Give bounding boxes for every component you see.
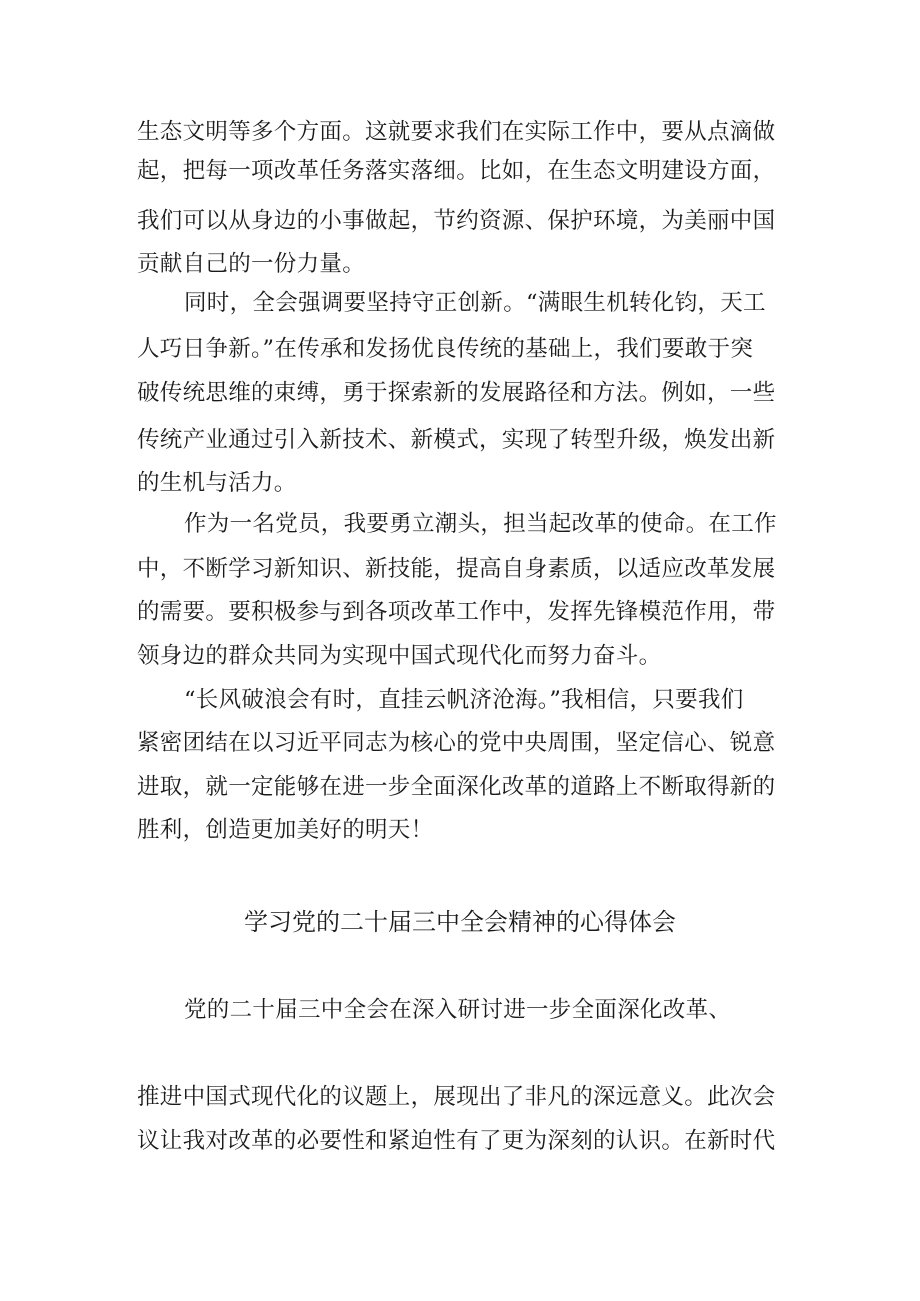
paragraph-3-line-1: 作为一名党员，我要勇立潮头，担当起改革的使命。在工作: [184, 511, 777, 537]
paragraph-4-line-1: “长风破浪会有时，直挂云帆济沧海。”我相信，只要我们: [184, 687, 744, 713]
paragraph-2-line-5: 的生机与活力。: [137, 470, 297, 496]
section-2-line-1: 推进中国式现代化的议题上，展现出了非凡的深远意义。此次会: [137, 1084, 776, 1110]
paragraph-2-line-1: 同时，全会强调要坚持守正创新。“满眼生机转化钧，天工: [184, 290, 766, 316]
paragraph-1-line-2: 起，把每一项改革任务落实落细。比如，在生态文明建设方面，: [137, 158, 776, 184]
paragraph-2-line-4: 传统产业通过引入新技术、新模式，实现了转型升级，焕发出新: [137, 427, 776, 453]
section-2-intro-line: 党的二十届三中全会在深入研讨进一步全面深化改革、: [184, 997, 732, 1023]
paragraph-1-line-3: 我们可以从身边的小事做起，节约资源、保护环境，为美丽中国: [137, 208, 776, 234]
section-title: 学习党的二十届三中全会精神的心得体会: [244, 908, 676, 936]
paragraph-3-line-3: 的需要。要积极参与到各项改革工作中，发挥先锋模范作用，带: [137, 599, 776, 625]
paragraph-3-line-4: 领身边的群众共同为实现中国式现代化而努力奋斗。: [137, 643, 662, 669]
paragraph-1-line-1: 生态文明等多个方面。这就要求我们在实际工作中，要从点滴做: [137, 119, 776, 145]
paragraph-2-line-3: 破传统思维的束缚，勇于探索新的发展路径和方法。例如，一些: [137, 380, 776, 406]
paragraph-1-line-4: 贡献自己的一份力量。: [137, 251, 366, 277]
paragraph-3-line-2: 中，不断学习新知识、新技能，提高自身素质，以适应改革发展: [137, 556, 776, 582]
section-2-line-2: 议让我对改革的必要性和紧迫性有了更为深刻的认识。在新时代: [137, 1128, 776, 1154]
paragraph-4-line-4: 胜利，创造更加美好的明天！: [137, 817, 434, 843]
paragraph-4-line-3: 进取，就一定能够在进一步全面深化改革的道路上不断取得新的: [137, 774, 776, 800]
paragraph-4-line-2: 紧密团结在以习近平同志为核心的党中央周围，坚定信心、锐意: [137, 730, 776, 756]
paragraph-2-line-2: 人巧日争新。”在传承和发扬优良传统的基础上，我们要敢于突: [137, 336, 754, 362]
